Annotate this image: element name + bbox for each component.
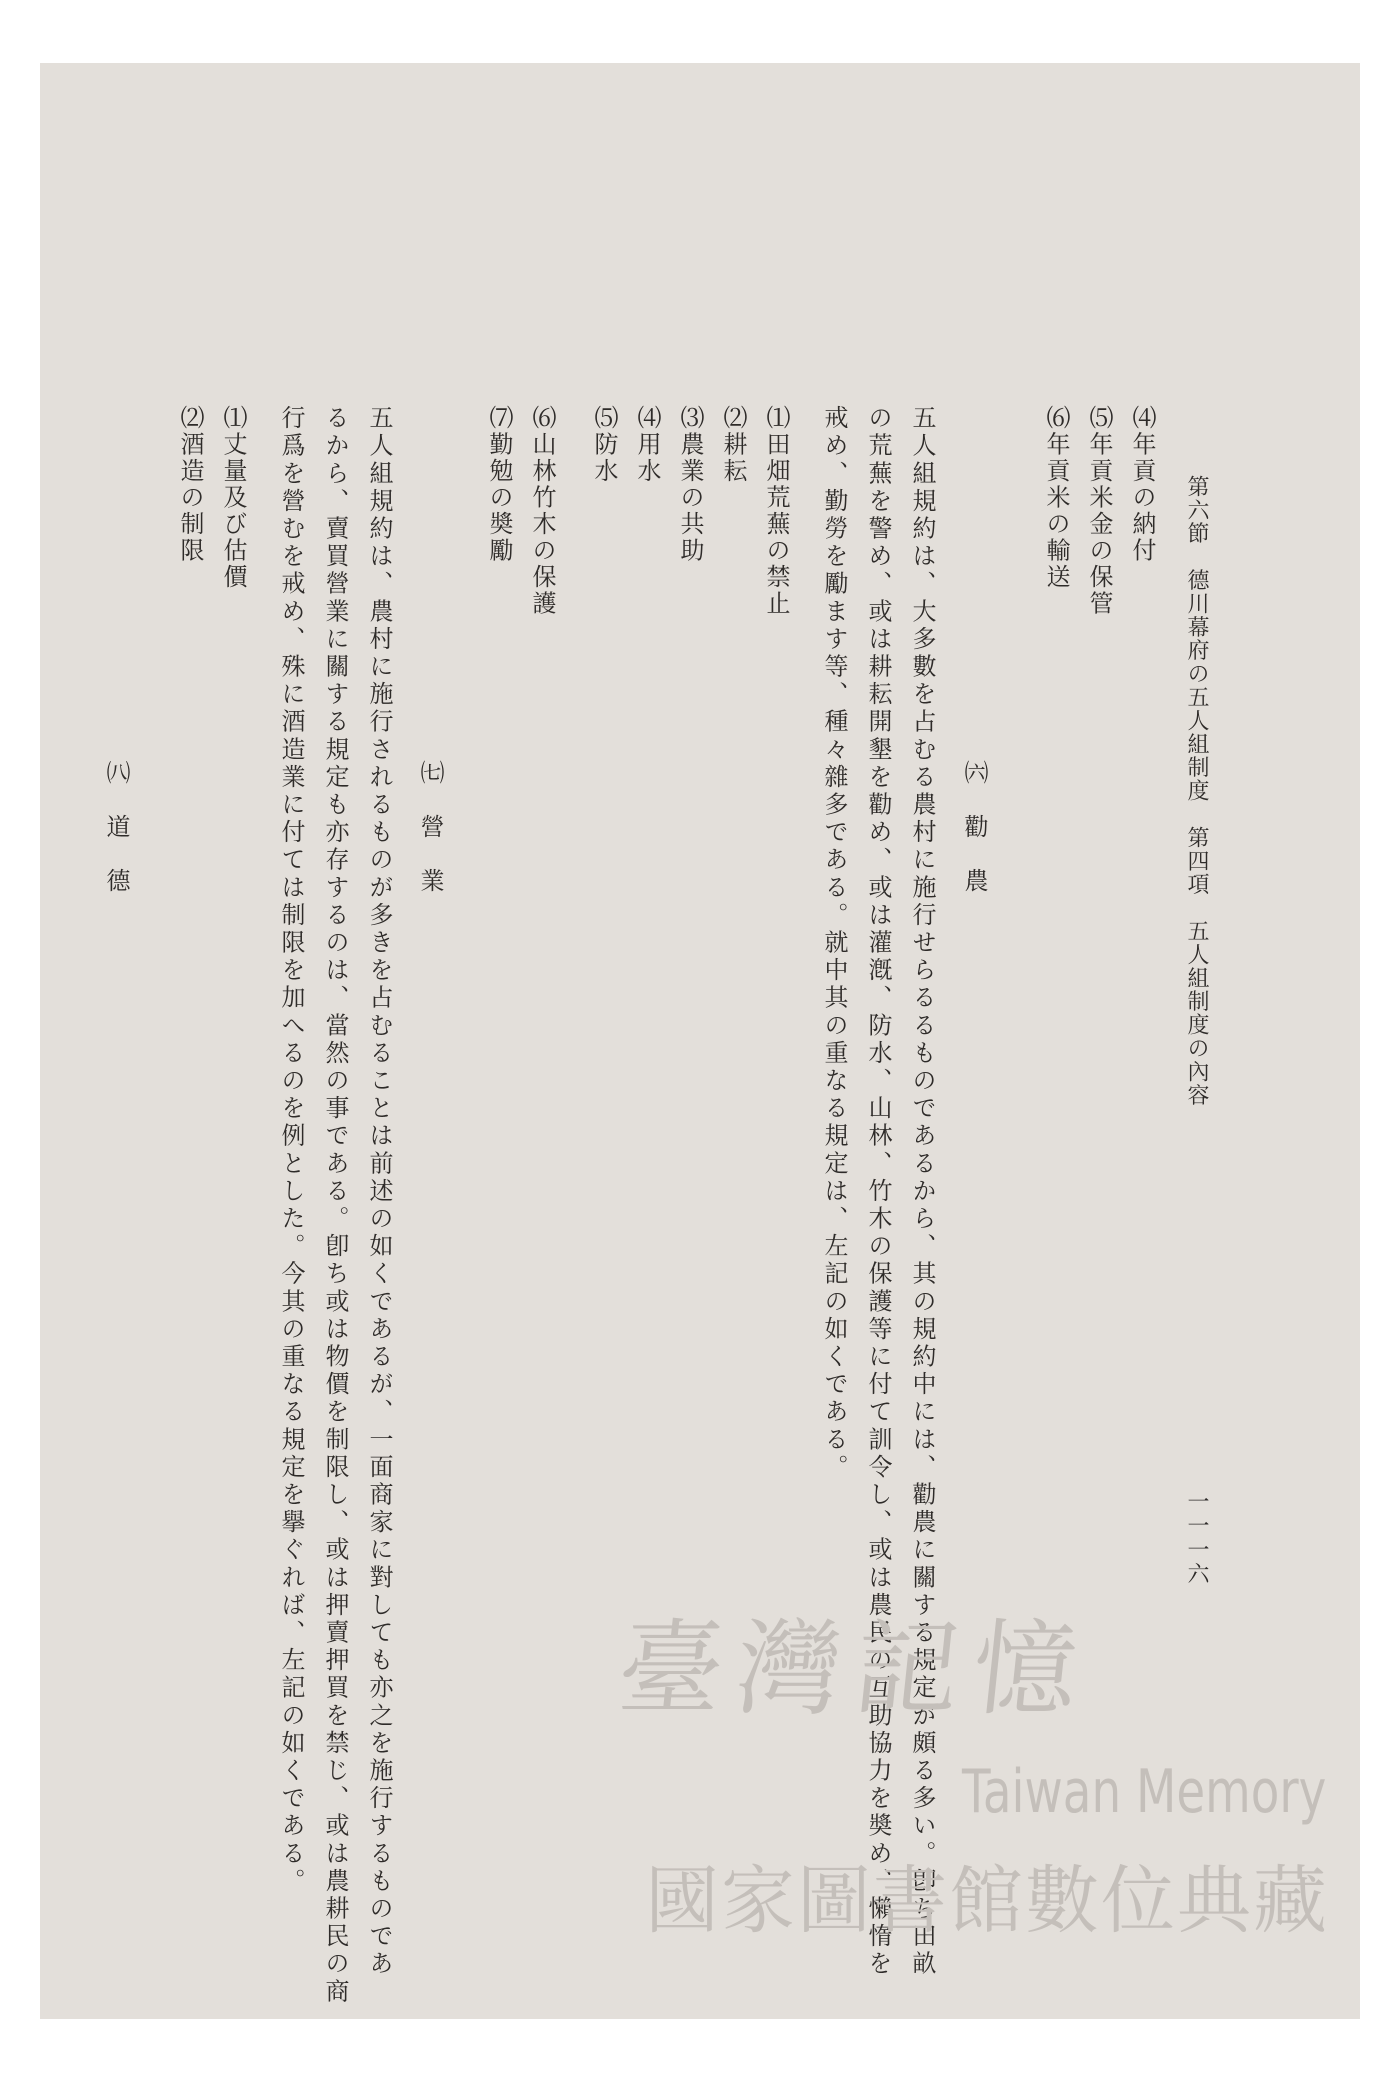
list-item: ⑹年貢米の輸送 (1042, 405, 1070, 591)
list-item: ⑸防水 (590, 405, 618, 485)
watermark-english: Taiwan Memory (962, 1757, 1327, 1827)
list-item: ⑵耕耘 (719, 405, 747, 485)
watermark-logo: 臺灣記憶 (612, 1608, 1098, 1730)
list-item: ⑴田畑荒蕪の禁止 (762, 405, 790, 617)
list-item: ⑸年貢米金の保管 (1085, 405, 1113, 617)
paragraph-line: るから、賣買營業に關する規定も亦存するのは、當然の事である。卽ち或は物價を制限し、或は押賣押買を禁じ、或は農耕民の商 (321, 405, 349, 2006)
watermark-subtitle: 國家圖書館數位典藏 (645, 1858, 1329, 1944)
list-item: ⑺勤勉の奬勵 (485, 405, 513, 564)
paragraph-line: 五人組規約は、大多數を占むる農村に施行せらるるものであるから、其の規約中には、勸農に關する規定が頗る多い。卽ち田畝 (908, 405, 936, 1979)
section-title: ㈦營業 (416, 760, 444, 922)
paragraph-line: 戒め、勤勞を勵ます等、種々雜多である。就中其の重なる規定は、左記の如くである。 (820, 405, 848, 1482)
paragraph-line: 五人組規約は、農村に施行されるものが多きを占むることは前述の如くであるが、一面商家に對しても亦之を施行するものであ (365, 405, 393, 1979)
running-header: 第六節 德川幕府の五人組制度 第四項 五人組制度の內容 (1184, 475, 1209, 1107)
list-item: ⑷年貢の納付 (1128, 405, 1156, 564)
list-item: ⑹山林竹木の保護 (528, 405, 556, 617)
section-title: ㈥勸農 (960, 760, 988, 922)
list-item: ⑴丈量及び估價 (219, 405, 247, 591)
list-item: ⑷用水 (633, 405, 661, 485)
list-item: ⑶農業の共助 (676, 405, 704, 564)
page-number: 一一一六 (1184, 1490, 1209, 1586)
paragraph-line: の荒蕪を警め、或は耕耘開墾を勸め、或は灌漑、防水、山林、竹木の保護等に付て訓令し、或は農民の互助協力を奬め、懶惰を (864, 405, 892, 1979)
list-item: ⑵酒造の制限 (176, 405, 204, 564)
paragraph-line: 行爲を營むを戒め、殊に酒造業に付ては制限を加へるのを例とした。今其の重なる規定を擧ぐれば、左記の如くである。 (277, 405, 305, 1896)
section-title: ㈧道德 (102, 760, 130, 922)
